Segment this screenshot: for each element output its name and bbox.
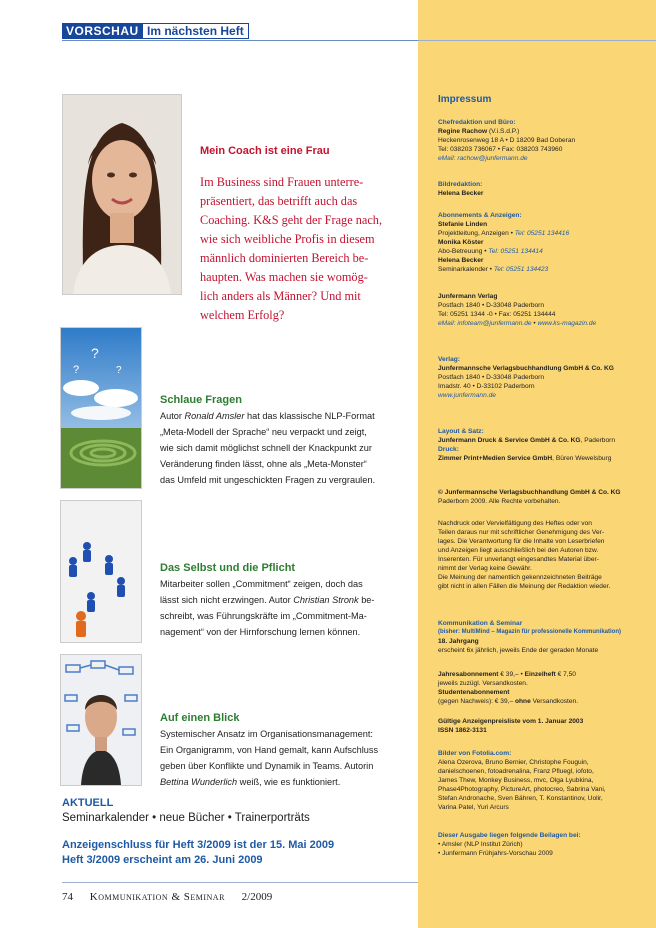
article-title: Schlaue Fragen [160,394,242,406]
article-teaser: Systemischer Ansatz im Organisationsmanagement: Ein Organigramm, von Hand gemalt, kann Aufschluss geben über Konflikte und Dynamik in Teams. Autorin Bettina Wunderlich weiß, wie es funktioniert. [160,729,379,787]
impressum-fotolia: Bilder von Fotolia.com: Alena Ozerova, Bruno Bernier, Christophe Fouguin, danielschoenen, fotoadrenalina, Franz Pfluegl, iofoto, James Thew, Monkey Business, mvc, Olga Lyubkina, Phase4Photography, PictureArt, photocreo, Sabrina Vani, Stefan Andronache, Sven Bähren, T. Konstantinov, Uolir, Varina Patel, Yuri Arcurs [438,750,606,811]
section-subtitle: Im nächsten Heft [142,23,249,39]
header-rule-sidebar [418,40,656,41]
footer-rule [62,882,418,883]
maze-clouds-photo [60,327,142,489]
impressum-verlag: Junfermann Verlag Postfach 1840 • D-33048 Paderborn Tel: 05251 1344 -0 • Fax: 05251 134444 eMail: infoteam@junfermann.de • www.ks-magazin.de [438,293,597,327]
impressum-preise: Jahresabonnement € 39,– • Einzelheft € 7,50 jeweils zuzügl. Versandkosten. Studentenabonnement (gegen Nachweis): € 39,– ohne Versandkosten. [438,671,579,705]
impressum-beilagen: Dieser Ausgabe liegen folgende Beilagen bei: • Amsler (NLP Institut Zürich) • Junfermann Frühjahrs-Vorschau 2009 [438,832,581,857]
impressum-abonnements: Abonnements & Anzeigen: Stefanie Linden Projektleitung, Anzeigen • Tel: 05251 134416 Monika Köster Abo-Betreuung • Tel: 05251 134414 Helena Becker Seminarkalender • Tel: 05251 134423 [438,212,570,273]
issue-number: 2/2009 [241,891,273,903]
magazine-name: Kommunikation & Seminar [89,891,225,903]
page-footer [62,891,272,903]
svg-text:?: ? [116,365,122,376]
article-teaser: Autor Ronald Amsler hat das klassische NLP-Format „Meta-Modell der Sprache“ neu verpackt und zeigt, wie sich damit möglichst schnell der Knackpunkt zur Veränderung finden lässt, ohne als „Meta-Monster“ das Umfeld mit ungeschickten Fragen zu vergraulen. [160,411,375,485]
impressum-copyright: © Junfermannsche Verlagsbuchhandlung GmbH & Co. KG Paderborn 2009. Alle Rechte vorbehalten. [438,489,621,505]
header-rule [62,40,418,41]
impressum-bildredaktion: Bildredaktion: Helena Becker [438,181,484,197]
aktuell-label: AKTUELL [62,797,114,809]
svg-text:?: ? [73,364,80,376]
section-badge: VORSCHAU [62,23,143,39]
impressum-title: Impressum [438,94,492,105]
orgchart-man-photo [60,654,142,786]
svg-text:?: ? [91,345,99,361]
impressum-rechte: Nachdruck oder Vervielfältigung des Heftes oder von Teilen daraus nur mit schriftlicher Genehmigung des Ver- lages. Die Verantwortung für die Inhalte von Leserbriefen und Anzeigen liegt ausschließlich bei den Autoren bzw. Inserenten. Für unverlangt eingesandtes Material über- nimmt der Verlag keine Gewähr. Die Meinung der namentlich gekennzeichneten Beiträge gibt nicht in allen Fällen die Meinung der Redaktion wieder. [438,520,611,590]
article-title: Mein Coach ist eine Frau [200,145,330,157]
article-title: Auf einen Blick [160,712,240,724]
impressum-preisliste: Gültige Anzeigenpreisliste vom 1. Januar 2003 ISSN 1862-3131 [438,718,584,734]
aktuell-items: Seminarkalender • neue Bücher • Trainerporträts [62,812,310,824]
woman-portrait-photo [62,94,182,295]
article-title: Das Selbst und die Pflicht [160,562,296,574]
anzeigenschluss-notice: Anzeigenschluss für Heft 3/2009 ist der 15. Mai 2009 Heft 3/2009 erscheint am 26. Juni 2009 [62,839,335,866]
article-teaser: Mitarbeiter sollen „Commitment“ zeigen, doch das lässt sich nicht erzwingen. Autor Christian Stronk be- schreibt, was Führungskräfte im „Commitment-Ma- nagement“ von der Hirnforschung lernen können. [160,579,375,637]
impressum-verlagsbuchhandlung: Verlag: Junfermannsche Verlagsbuchhandlung GmbH & Co. KG Postfach 1840 • D-33048 Paderborn Imadstr. 40 • D-33102 Paderborn www.junfermann.de [438,356,614,399]
impressum-chefredaktion: Chefredaktion und Büro: Regine Rachow (V.i.S.d.P.) Heckenrosenweg 18 A • D 18209 Bad Doberan Tel: 038203 736067 • Fax: 038203 743960 eMail: rachow@junfermann.de [438,119,576,162]
impressum-zeitschrift: Kommunikation & Seminar (bisher: MultiMind – Magazin für professionelle Kommunikation) 18. Jahrgang erscheint 6x jährlich, jeweils Ende der geraden Monate [438,620,622,654]
impressum-layout: Layout & Satz: Junfermann Druck & Service GmbH & Co. KG, Paderborn Druck: Zimmer Print+Medien Service GmbH, Büren Wewelsburg [438,428,616,462]
page-number: 74 [62,891,73,903]
figures-photo [60,500,142,643]
article-teaser: Im Business sind Frauen unterre- präsentiert, das betrifft auch das Coaching. K&S geht der Frage nach, wie sich weibliche Profis in diesem männlich dominierten Bereich be- haupten. Was machen sie womög- lich anders als Männer? Und mit welchem Erfolg? [200,175,383,322]
